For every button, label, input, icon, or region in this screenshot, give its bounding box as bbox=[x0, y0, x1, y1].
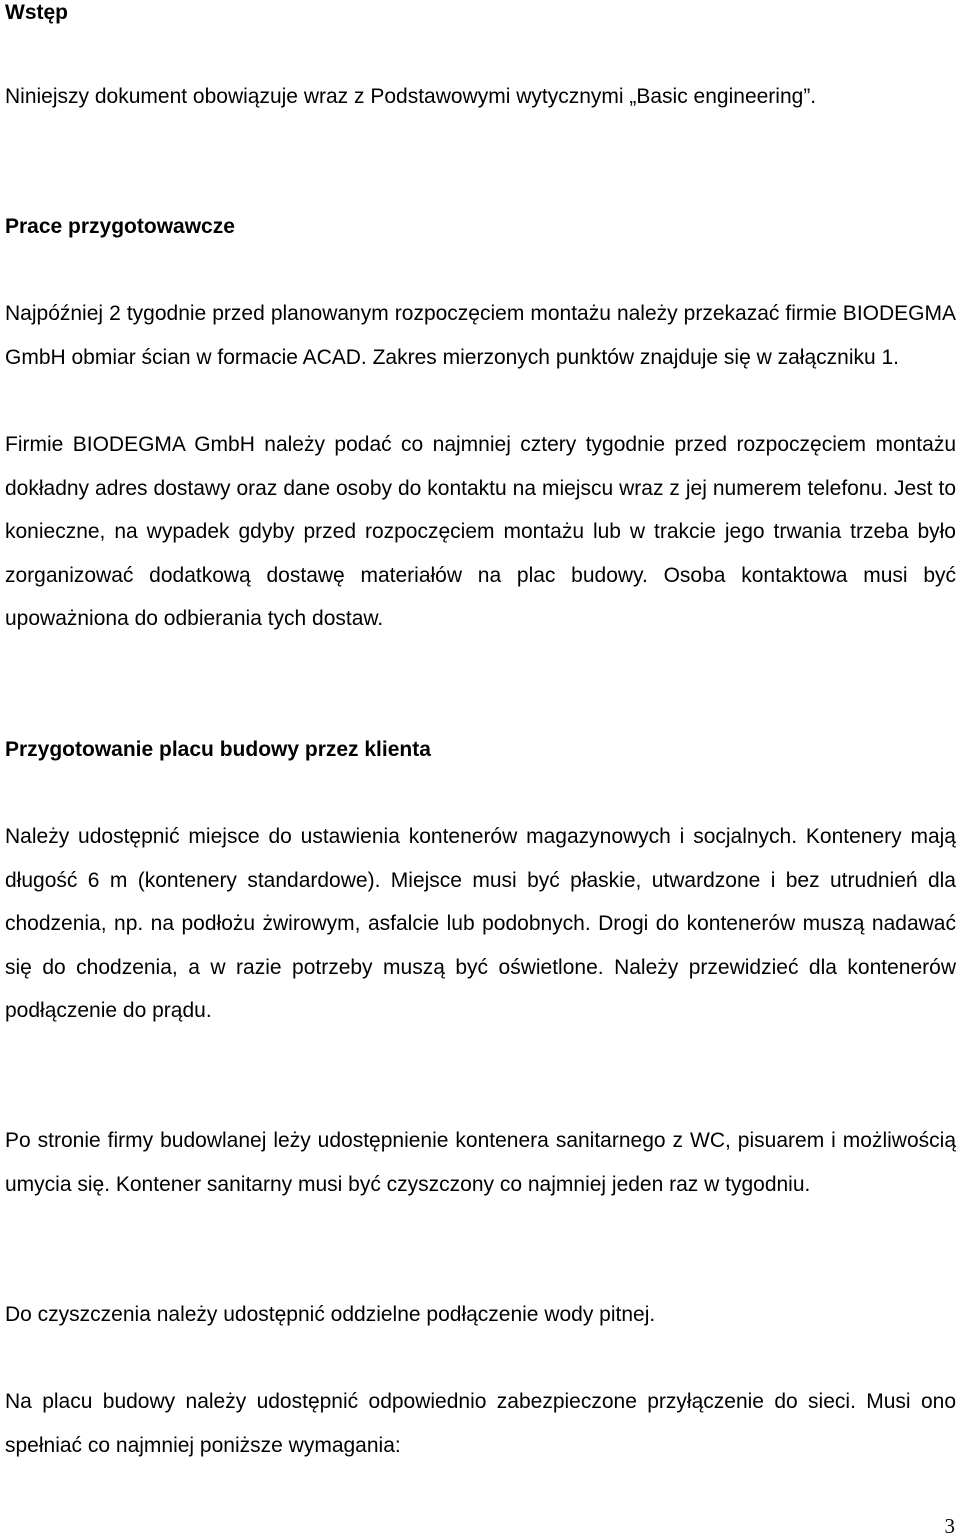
paragraph-drawings-deadline: Najpóźniej 2 tygodnie przed planowanym rozpoczęciem montażu należy przekazać firmie BIODEGMA GmbH obmiar ścian w formacie ACAD. Zakres mierzonych punktów znajduje się w załączniku 1. bbox=[5, 302, 956, 369]
paragraph-water-connection: Do czyszczenia należy udostępnić oddzielne podłączenie wody pitnej. bbox=[5, 1303, 656, 1326]
paragraph-power-connection: Na placu budowy należy udostępnić odpowiednio zabezpieczone przyłączenie do sieci. Musi ono spełniać co najmniej poniższe wymagania: bbox=[5, 1390, 956, 1457]
section-heading-preparation: Prace przygotowawcze bbox=[5, 215, 235, 238]
paragraph-intro: Niniejszy dokument obowiązuje wraz z Podstawowymi wytycznymi „Basic engineering”. bbox=[5, 85, 817, 108]
paragraph-delivery-contact: Firmie BIODEGMA GmbH należy podać co najmniej cztery tygodnie przed rozpoczęciem montażu dokładny adres dostawy oraz dane osoby do kontaktu na miejscu wraz z jej numerem telefonu. Jest to konieczne, na wypadek gdyby przed rozpoczęciem montażu lub w trakcie jego trwania trzeba było zorganizować dodatkową dostawę materiałów na plac budowy. Osoba kontaktowa musi być upoważniona do odbierania tych dostaw. bbox=[5, 433, 956, 631]
paragraph-containers: Należy udostępnić miejsce do ustawienia kontenerów magazynowych i socjalnych. Kontenery mają długość 6 m (kontenery standardowe). Miejsce musi być płaskie, utwardzone i bez utrudnień dla chodzenia, np. na podłożu żwirowym, asfalcie lub podobnych. Drogi do kontenerów muszą nadawać się do chodzenia, a w razie potrzeby muszą być oświetlone. Należy przewidzieć dla kontenerów podłączenie do prądu. bbox=[5, 825, 956, 1023]
page-number: 3 bbox=[944, 1514, 955, 1538]
section-heading-intro: Wstęp bbox=[5, 1, 68, 24]
section-heading-site-preparation: Przygotowanie placu budowy przez klienta bbox=[5, 738, 431, 761]
paragraph-sanitary-container: Po stronie firmy budowlanej leży udostępnienie kontenera sanitarnego z WC, pisuarem i możliwością umycia się. Kontener sanitarny musi być czyszczony co najmniej jeden raz w tygodniu. bbox=[5, 1129, 956, 1196]
